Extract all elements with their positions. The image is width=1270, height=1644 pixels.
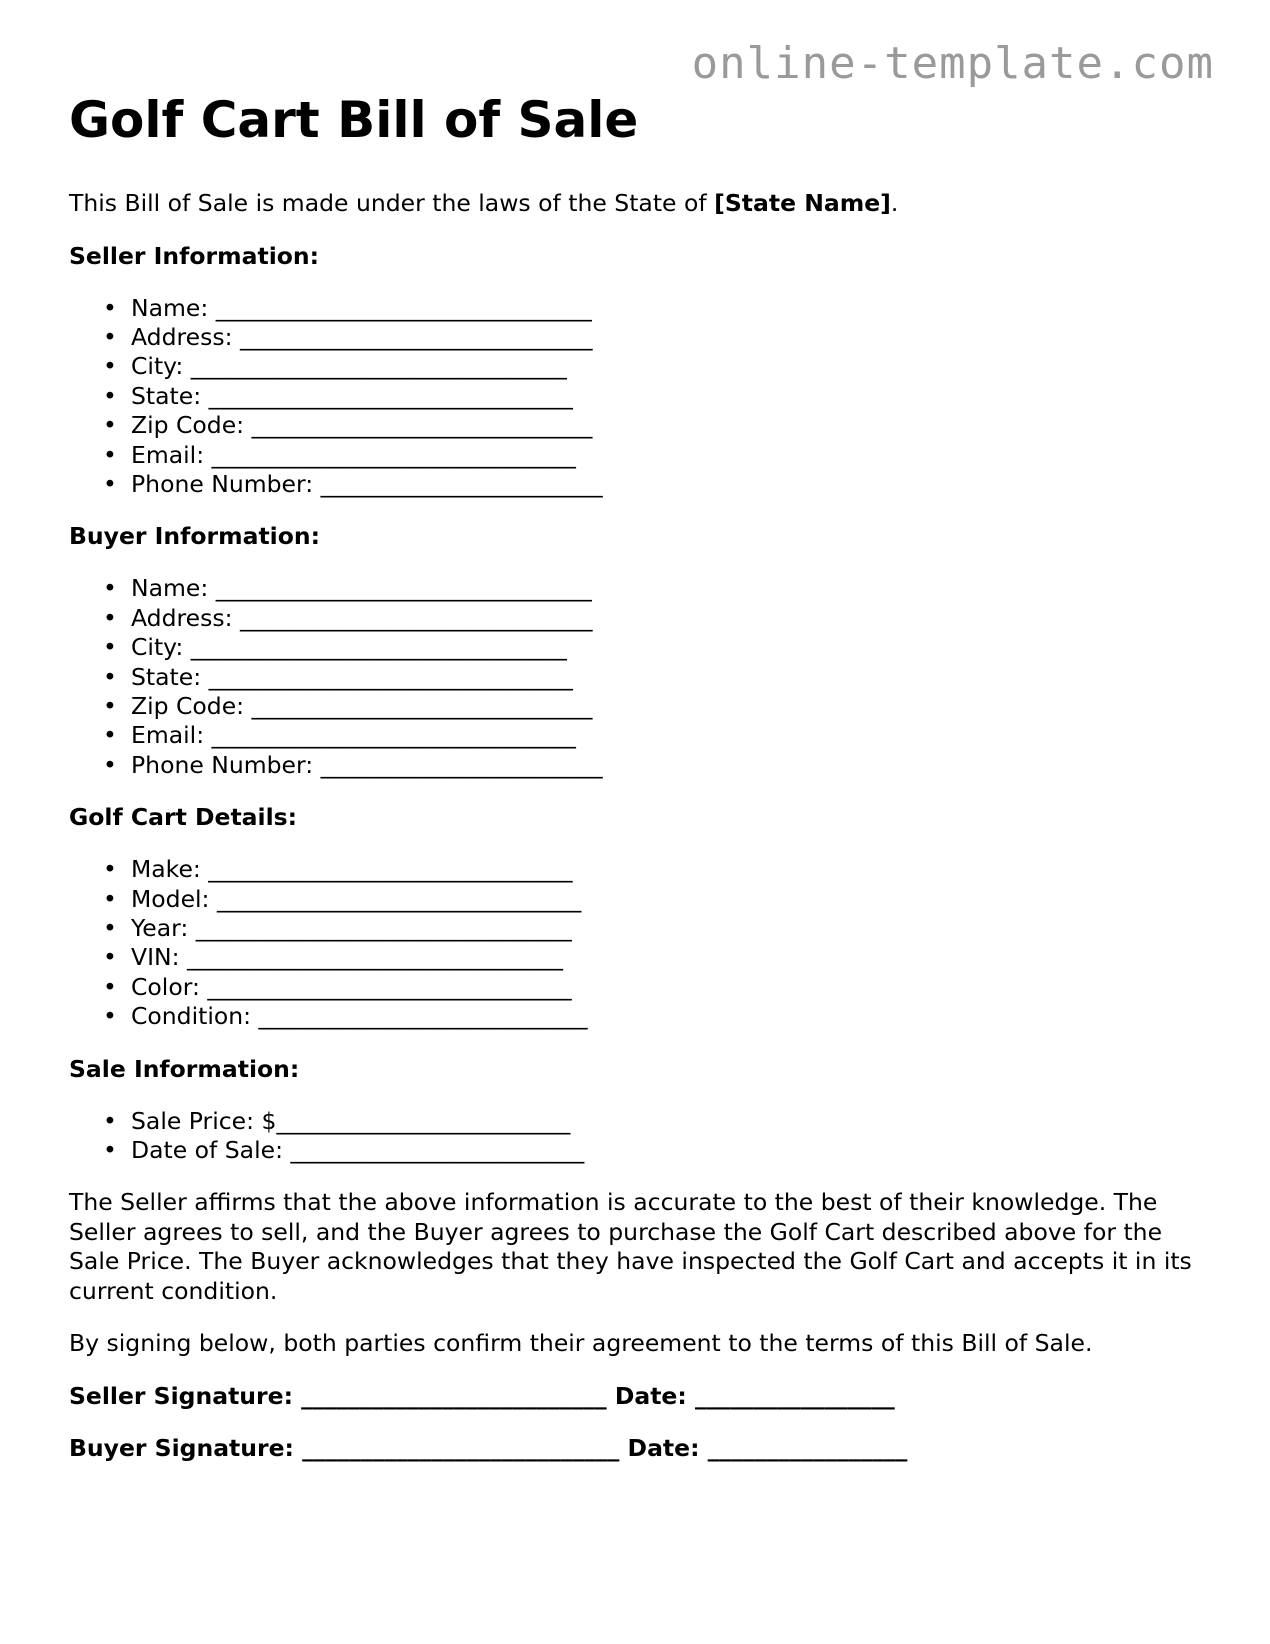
field-text: City: ________________________________ — [131, 633, 567, 662]
seller-email-field — [103, 440, 1199, 470]
field-text: Name: ________________________________ — [131, 574, 592, 603]
bullet-icon: • — [103, 469, 117, 498]
bullet-icon: • — [103, 691, 117, 720]
bullet-icon: • — [103, 574, 117, 603]
field-text: Name: ________________________________ — [131, 293, 592, 322]
cart-year-field — [103, 914, 1199, 943]
document-title: Golf Cart Bill of Sale — [69, 91, 639, 149]
bullet-icon: • — [103, 943, 117, 972]
field-text: Condition: ____________________________ — [131, 1002, 588, 1031]
bullet-icon: • — [103, 1106, 117, 1135]
sale-info-heading: Sale Information: — [69, 1054, 300, 1083]
watermark: online-template.com — [691, 38, 1214, 89]
affirmation-paragraph: The Seller affirms that the above information is accurate to the best of their knowledge. The Seller agrees to sell, and the Buyer agrees to purchase the Golf Cart described above for the Sale Price. The Buyer acknowledges that they have inspected the Golf Cart and accepts it in its current condition. — [69, 1188, 1192, 1305]
buyer-name-field — [103, 574, 1199, 603]
field-text: Email: _______________________________ — [131, 440, 576, 469]
buyer-email-field — [103, 721, 1199, 750]
intro-paragraph — [69, 189, 1199, 219]
bullet-icon: • — [103, 1002, 117, 1031]
intro-prefix: This Bill of Sale is made under the laws of the State of — [69, 189, 715, 217]
bullet-icon: • — [103, 914, 117, 942]
buyer-heading: Buyer Information: — [69, 522, 321, 551]
cart-condition-field — [103, 1002, 1199, 1031]
intro-suffix: . — [890, 189, 899, 217]
field-text: State: _______________________________ — [131, 381, 573, 410]
seller-name-field — [103, 293, 1199, 323]
seller-zip-field — [103, 411, 1199, 440]
field-text: Zip Code: _____________________________ — [131, 411, 593, 440]
field-text: Make: _______________________________ — [131, 855, 573, 884]
buyer-signature-line: Buyer Signature: ___________________________ Date: _________________ — [69, 1433, 908, 1462]
seller-fields-list — [69, 294, 1199, 500]
field-text: Color: _______________________________ — [131, 972, 572, 1001]
buyer-phone-field — [103, 750, 1199, 780]
buyer-address-field — [103, 603, 1199, 633]
buyer-city-field — [103, 633, 1199, 662]
seller-city-field — [103, 352, 1199, 381]
field-text: Year: ________________________________ — [131, 914, 572, 942]
bullet-icon: • — [103, 633, 117, 662]
field-text: Zip Code: _____________________________ — [131, 691, 593, 720]
bullet-icon: • — [103, 750, 117, 779]
bullet-icon: • — [103, 293, 117, 322]
agreement-paragraph: By signing below, both parties confirm their agreement to the terms of this Bill of Sale. — [69, 1329, 1093, 1358]
sale-date-field — [103, 1136, 1199, 1165]
cart-vin-field — [103, 943, 1199, 972]
buyer-zip-field — [103, 691, 1199, 721]
bullet-icon: • — [103, 322, 117, 351]
field-text: Address: ______________________________ — [131, 322, 593, 351]
field-text: VIN: ________________________________ — [131, 943, 563, 972]
field-text: City: ________________________________ — [131, 352, 567, 381]
field-text: Phone Number: ________________________ — [131, 750, 603, 779]
cart-model-field — [103, 884, 1199, 914]
sale-fields-list — [69, 1107, 1199, 1166]
cart-fields-list — [69, 855, 1199, 1031]
field-text: Model: _______________________________ — [131, 884, 582, 913]
seller-address-field — [103, 322, 1199, 352]
buyer-fields-list — [69, 574, 1199, 780]
bullet-icon: • — [103, 411, 117, 440]
seller-signature-line: Seller Signature: __________________________ Date: _________________ — [69, 1381, 895, 1410]
bullet-icon: • — [103, 972, 117, 1001]
seller-phone-field — [103, 469, 1199, 499]
sale-price-field — [103, 1106, 1199, 1136]
cart-details-heading: Golf Cart Details: — [69, 803, 298, 832]
bullet-icon: • — [103, 884, 117, 913]
field-text: Phone Number: ________________________ — [131, 469, 603, 498]
cart-make-field — [103, 855, 1199, 884]
bullet-icon: • — [103, 721, 117, 750]
bullet-icon: • — [103, 855, 117, 884]
field-text: Date of Sale: _________________________ — [131, 1136, 585, 1165]
field-text: Email: _______________________________ — [131, 721, 576, 750]
bullet-icon: • — [103, 381, 117, 410]
bullet-icon: • — [103, 662, 117, 691]
document-page — [69, 84, 1199, 1463]
bullet-icon: • — [103, 1136, 117, 1165]
bullet-icon: • — [103, 440, 117, 469]
bullet-icon: • — [103, 603, 117, 632]
seller-state-field — [103, 381, 1199, 411]
field-text: Address: ______________________________ — [131, 603, 593, 632]
state-name-placeholder: [State Name] — [714, 189, 891, 217]
seller-heading: Seller Information: — [69, 241, 320, 270]
field-text: State: _______________________________ — [131, 662, 573, 691]
bullet-icon: • — [103, 352, 117, 381]
buyer-state-field — [103, 662, 1199, 692]
cart-color-field — [103, 972, 1199, 1002]
field-text: Sale Price: $_________________________ — [131, 1106, 571, 1135]
